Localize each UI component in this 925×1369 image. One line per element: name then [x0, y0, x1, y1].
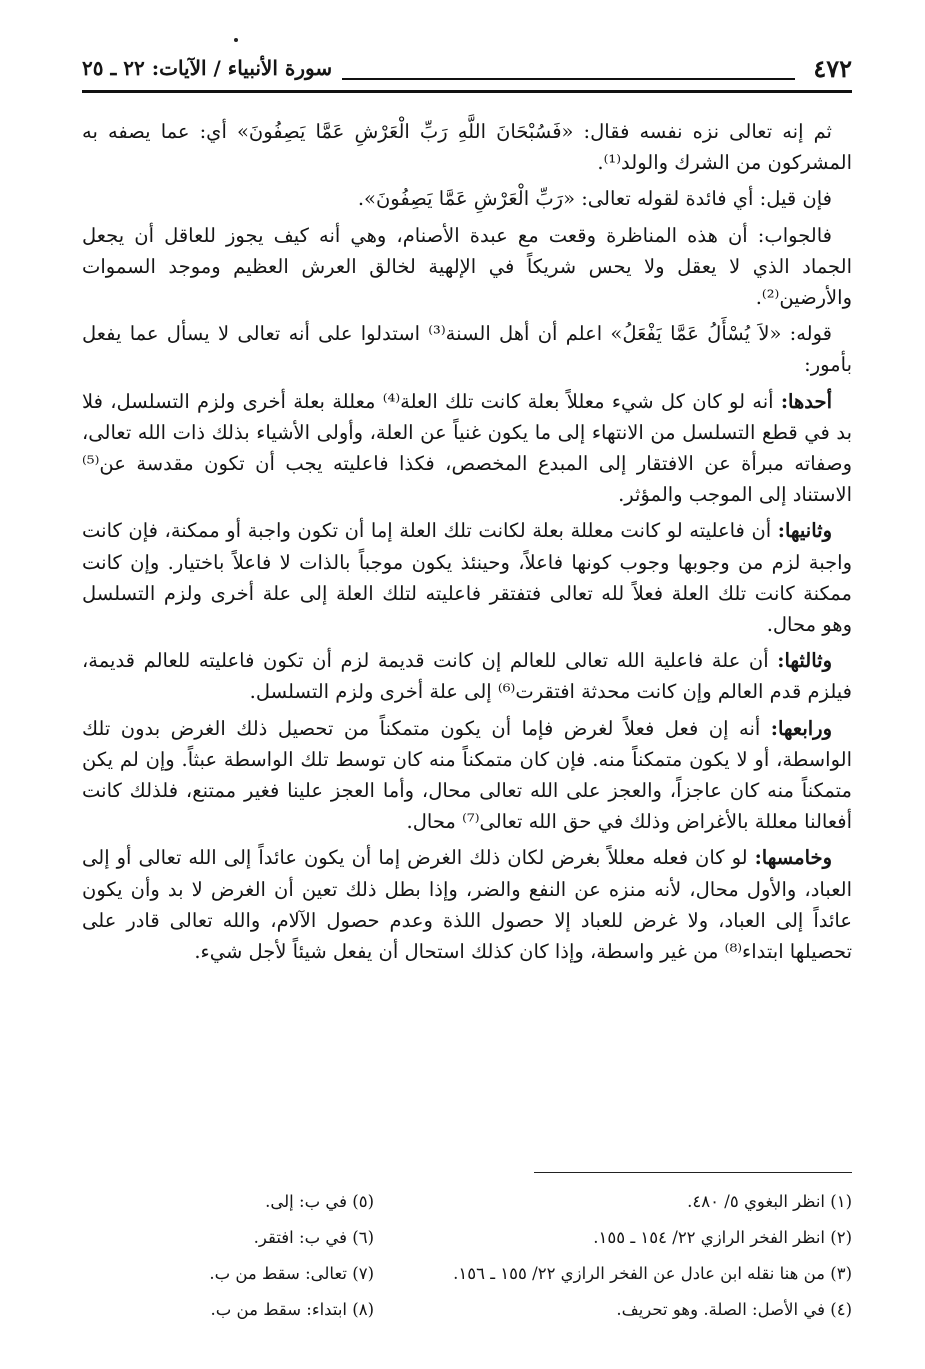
paragraph-lead: وثالثها: [777, 649, 832, 673]
paragraph: قوله: «لاَ يُسْأَلُ عَمَّا يَفْعَلُ» اعلم أن أهل السنة⁽³⁾ استدلوا على أنه تعالى لا يسأل عما يفعل بأمور: [82, 322, 852, 377]
footnote: (٢) انظر الفخر الرازي ٢٢/ ١٥٤ ـ ١٥٥. [593, 1228, 852, 1247]
footnotes-column-left [82, 1184, 374, 1328]
paragraph: وخامسها: لو كان فعله معللاً بغرض لكان ذلك الغرض إما أن يكون عائداً إلى الله تعالى أو إلى العباد، والأول محال، لأنه منزه عن النفع والضر، وإذا بطل ذلك تعين أن الغرض لا بد وأن يكون عائداً إلى العباد، ولا غرض للعباد إلا حصول اللذة وعدم حصول الآلام، والله تعالى قادر على تحصيلها ابتداء⁽⁸⁾ من غير واسطة، وإذا كان كذلك استحال أن يفعل شيئاً لأجل شيء. [82, 846, 852, 964]
paragraph: فإن قيل: أي فائدة لقوله تعالى: «رَبِّ الْعَرْشِ عَمَّا يَصِفُونَ». [357, 187, 832, 211]
footnote: (٦) في ب: افتقر. [253, 1228, 374, 1247]
header-rule [82, 90, 852, 93]
page-header [82, 50, 852, 86]
footnotes-column-right [374, 1184, 852, 1328]
footnote: (٥) في ب: إلى. [265, 1192, 374, 1211]
paragraph-lead: أحدها: [780, 389, 832, 413]
book-page [82, 0, 852, 1369]
footnote-separator [534, 1172, 852, 1173]
footnotes [82, 1184, 852, 1328]
footnote: (٣) من هنا نقله ابن عادل عن الفخر الرازي ٢٢/ ١٥٥ ـ ١٥٦. [453, 1264, 852, 1283]
footnote: (٨) ابتداء: سقط من ب. [210, 1300, 374, 1319]
footnote: (٤) في الأصل: الصلة. وهو تحريف. [616, 1300, 852, 1319]
paragraph: ثم إنه تعالى نزه نفسه فقال: «فَسُبْحَانَ اللَّهِ رَبِّ الْعَرْشِ عَمَّا يَصِفُونَ» أي: عما يصفه به المشركون من الشرك والولد⁽¹⁾. [82, 120, 852, 175]
ink-dot [234, 38, 238, 42]
paragraph-lead: وخامسها: [754, 846, 832, 870]
paragraph: ورابعها: أنه إن فعل فعلاً لغرض فإما أن يكون متمكناً من تحصيل ذلك الغرض بدون تلك الواسطة، أو لا يكون متمكناً منه. فإن كان متمكناً منه كان توسط تلك الواسطة عبثاً. وإن لم يكن متمكناً منه كان عاجزاً، والعجز على الله تعالى محال، وأما العجز علينا فغير ممتنع، فلذلك كانت أفعالنا معللة بالأغراض وذلك في حق الله تعالى⁽⁷⁾ محال. [82, 716, 852, 834]
main-text [82, 116, 852, 972]
paragraph: أحدها: أنه لو كان كل شيء معللاً بعلة كانت تلك العلة⁽⁴⁾ معللة بعلة أخرى ولزم التسلسل، فلا بد في قطع التسلسل من الانتهاء إلى ما يكون غنياً عن العلة، وأولى الأشياء بذلك ذات الله تعالى، وصفاته مبرأة عن الافتقار إلى المبدع المخصص، فكذا فاعليته يجب أن تكون مقدسة عن⁽⁵⁾ الاستناد إلى الموجب والمؤثر. [82, 389, 852, 507]
paragraph-lead: ورابعها: [770, 716, 832, 740]
running-title: سورة الأنبياء / الآيات: ٢٢ ـ ٢٥ [82, 56, 333, 80]
paragraph: وثالثها: أن علة فاعلية الله تعالى للعالم إن كانت قديمة لزم أن تكون فاعليته للعالم قديمة، فيلزم قدم العالم وإن كانت محدثة افتقرت⁽⁶⁾ إلى علة أخرى ولزم التسلسل. [82, 649, 852, 704]
footnote: (١) انظر البغوي ٥/ ٤٨٠. [687, 1192, 852, 1211]
paragraph: وثانيها: أن فاعليته لو كانت معللة بعلة لكانت تلك العلة إما أن تكون واجبة أو ممكنة، فإن كانت واجبة لزم من وجوبها وجوب كونها فاعلاً، وحينئذ يكون موجباً بالذات لا فاعلاً باختيار. وإن كانت ممكنة كانت تلك العلة فعلاً لله تعالى فتفتقر فاعليته لتلك العلة إلى علة أخرى ولزم التسلسل وهو محال. [82, 519, 852, 637]
paragraph: فالجواب: أن هذه المناظرة وقعت مع عبدة الأصنام، وهي أنه كيف يجوز للعاقل أن يجعل الجماد الذي لا يعقل ولا يحس شريكاً في الإلهية لخالق العرش العظيم وموجد السموات والأرضين⁽²⁾. [82, 223, 852, 310]
paragraph-lead: وثانيها: [777, 519, 832, 543]
header-inline-rule [342, 78, 795, 80]
footnote: (٧) تعالى: سقط من ب. [209, 1264, 374, 1283]
page-number: ٤٧٢ [813, 53, 852, 83]
